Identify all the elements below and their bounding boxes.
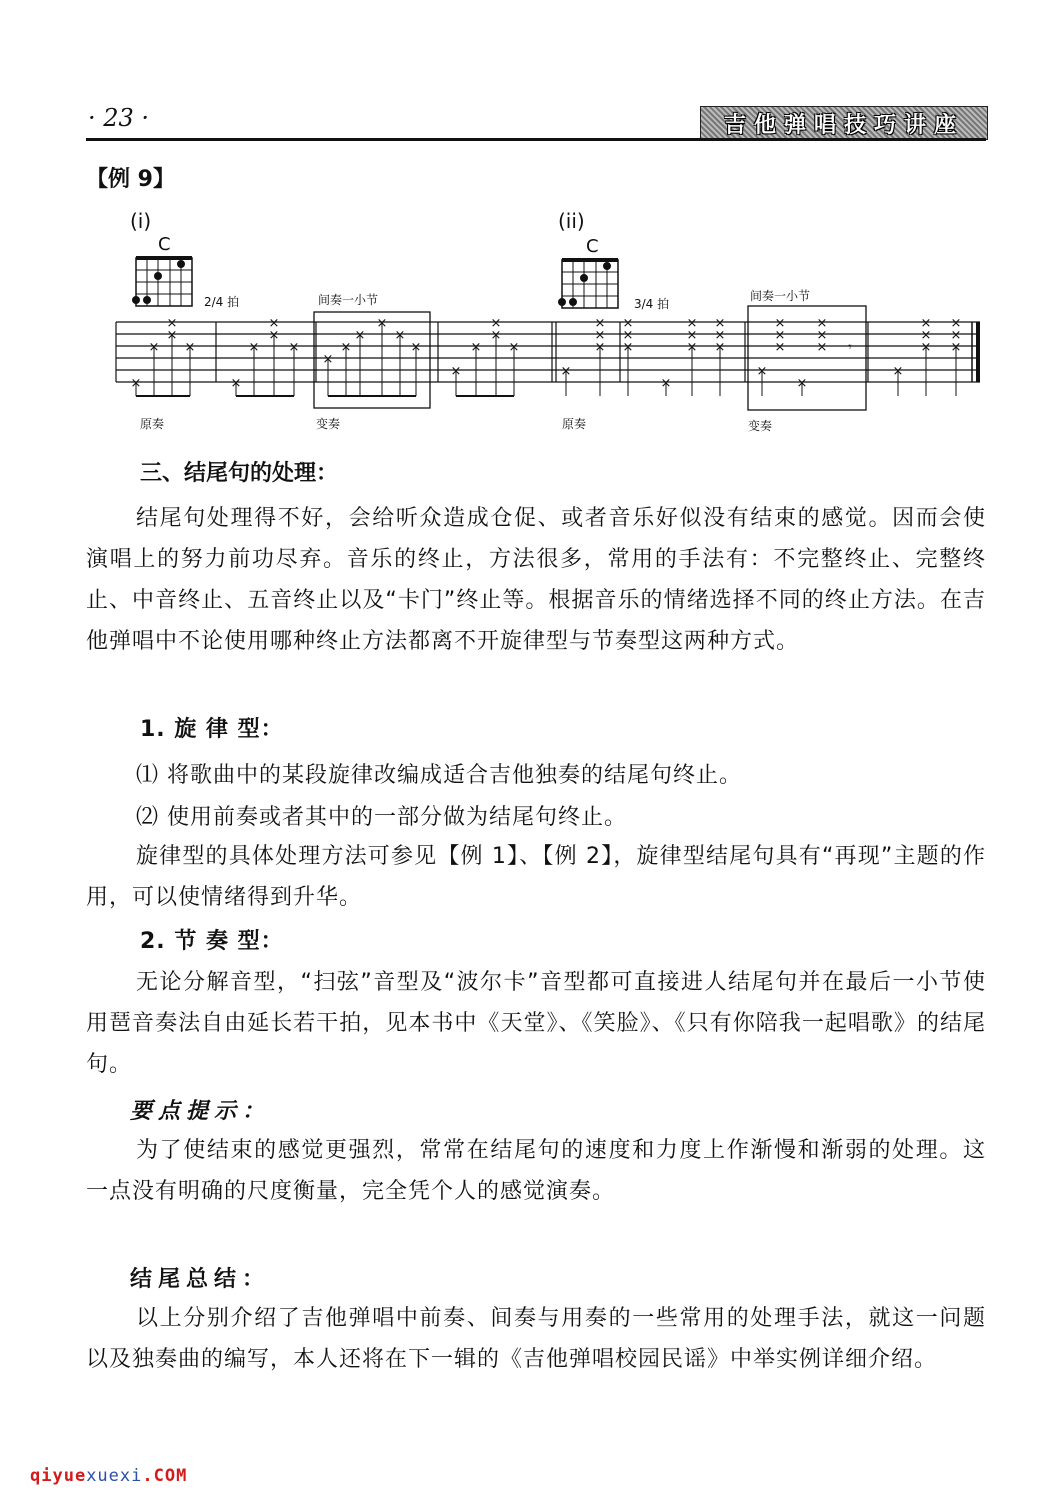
page-number: · 23 ·	[88, 104, 150, 132]
part1-meter: 2/4 拍	[204, 295, 240, 309]
part1-interlude-label: 间奏一小节	[318, 293, 379, 307]
svg-text:×: ×	[686, 316, 698, 331]
svg-text:×: ×	[470, 340, 482, 355]
svg-text:×: ×	[686, 340, 698, 355]
svg-text:×: ×	[560, 364, 572, 379]
svg-text:𝄾: 𝄾	[848, 340, 852, 355]
svg-text:×: ×	[816, 316, 828, 331]
section3-heading: 三、结尾句的处理：	[140, 461, 339, 486]
svg-text:×: ×	[166, 316, 178, 331]
svg-text:×: ×	[490, 328, 502, 343]
book-title-banner	[700, 106, 988, 140]
book-title: 吉他弹唱技巧讲座	[723, 112, 964, 138]
svg-text:×: ×	[594, 328, 606, 343]
svg-text:×: ×	[920, 328, 932, 343]
part2-chord-diagram	[559, 260, 619, 308]
svg-text:×: ×	[354, 328, 366, 343]
part2-interlude-label: 间奏一小节	[750, 289, 811, 303]
svg-text:×: ×	[230, 376, 242, 391]
svg-text:×: ×	[774, 340, 786, 355]
svg-text:×: ×	[130, 376, 142, 391]
svg-text:×: ×	[166, 328, 178, 343]
part2-chord-name: C	[586, 236, 599, 257]
summary-paragraph: 以上分别介绍了吉他弹唱中前奏、间奏与用奏的一些常用的处理手法，就这一问题以及独奏曲的编写，本人还将在下一辑的《吉他弹唱校园民谣》中举实例详细介绍。	[86, 1306, 986, 1372]
tips-paragraph: 为了使结束的感觉更强烈，常常在结尾句的速度和力度上作渐慢和渐弱的处理。这一点没有明确的尺度衡量，完全凭个人的感觉演奏。	[86, 1138, 986, 1204]
svg-text:×: ×	[410, 340, 422, 355]
summary-heading: 结尾总结：	[130, 1267, 271, 1292]
svg-text:×: ×	[450, 364, 462, 379]
section3-paragraph: 结尾句处理得不好，会给听众造成仓促、或者音乐好似没有结束的感觉。因而会使演唱上的努力前功尽弃。音乐的终止，方法很多，常用的手法有：不完整终止、完整终止、中音终止、五音终止以及“卡门”终止等。根据音乐的情绪选择不同的终止方法。在吉他弹唱中不论使用哪种终止方法都离不开旋律型与节奏型这两种方式。	[86, 506, 986, 654]
melody-item-1: ⑴ 将歌曲中的某段旋律改编成适合吉他独奏的结尾句终止。	[136, 763, 742, 788]
svg-text:×: ×	[774, 328, 786, 343]
part1-variant-label: 变奏	[316, 417, 341, 431]
svg-text:×: ×	[660, 376, 672, 391]
svg-text:×: ×	[796, 376, 808, 391]
svg-text:×: ×	[622, 316, 634, 331]
svg-text:×: ×	[288, 340, 300, 355]
part1-original-label: 原奏	[140, 417, 165, 431]
svg-text:×: ×	[714, 316, 726, 331]
rhythm-type-heading: 2. 节 奏 型：	[140, 929, 284, 954]
part1-chord-diagram	[133, 258, 193, 306]
svg-text:×: ×	[714, 340, 726, 355]
svg-text:×: ×	[394, 328, 406, 343]
part2-meter: 3/4 拍	[634, 297, 670, 311]
svg-text:×: ×	[920, 340, 932, 355]
svg-text:×: ×	[376, 316, 388, 331]
melody-item-2: ⑵ 使用前奏或者其中的一部分做为结尾句终止。	[136, 805, 627, 830]
part1-label: (i)	[130, 209, 152, 233]
tab-notes	[131, 316, 962, 396]
svg-text:×: ×	[322, 352, 334, 367]
svg-text:×: ×	[774, 316, 786, 331]
part2-variant-label: 变奏	[748, 419, 773, 433]
svg-text:×: ×	[148, 340, 160, 355]
part2-original-label: 原奏	[562, 417, 587, 431]
svg-text:×: ×	[816, 340, 828, 355]
svg-text:×: ×	[268, 328, 280, 343]
tips-heading: 要点提示：	[130, 1099, 271, 1124]
svg-text:×: ×	[508, 340, 520, 355]
svg-text:×: ×	[248, 340, 260, 355]
site-watermark: qiyuexuexi.COM	[30, 1466, 188, 1486]
example-label: 【例 9】	[86, 167, 175, 192]
svg-text:×: ×	[184, 340, 196, 355]
svg-text:×: ×	[340, 340, 352, 355]
part2-label: (ii)	[558, 209, 585, 233]
melody-type-paragraph: 旋律型的具体处理方法可参见【例 1】、【例 2】，旋律型结尾句具有“再现”主题的作用，可以使情绪得到升华。	[86, 844, 986, 910]
svg-text:×: ×	[686, 328, 698, 343]
rhythm-type-paragraph: 无论分解音型，“扫弦”音型及“波尔卡”音型都可直接进人结尾句并在最后一小节使用琶音奏法自由延长若干拍，见本书中《天堂》、《笑脸》、《只有你陪我一起唱歌》的结尾句。	[86, 970, 986, 1077]
svg-text:×: ×	[950, 340, 962, 355]
svg-text:×: ×	[714, 328, 726, 343]
melody-type-heading: 1. 旋 律 型：	[140, 717, 284, 742]
svg-text:×: ×	[892, 364, 904, 379]
svg-text:×: ×	[594, 340, 606, 355]
svg-text:×: ×	[950, 328, 962, 343]
svg-text:×: ×	[756, 364, 768, 379]
svg-text:×: ×	[920, 316, 932, 331]
guitar-tab-figure	[100, 200, 980, 440]
svg-text:×: ×	[594, 316, 606, 331]
svg-text:×: ×	[622, 340, 634, 355]
part1-chord-name: C	[158, 234, 171, 255]
header-rule	[86, 138, 986, 141]
svg-text:×: ×	[950, 316, 962, 331]
svg-text:×: ×	[268, 316, 280, 331]
svg-text:×: ×	[490, 316, 502, 331]
svg-text:×: ×	[816, 328, 828, 343]
svg-text:×: ×	[622, 328, 634, 343]
